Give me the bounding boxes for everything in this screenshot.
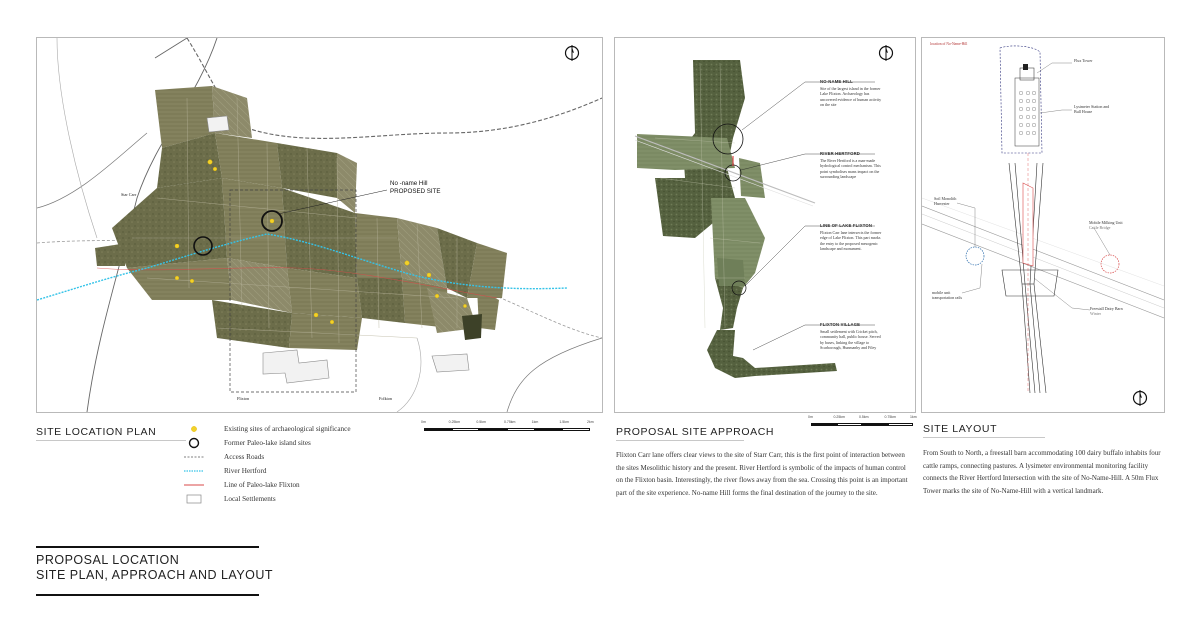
site-approach-map xyxy=(614,37,916,413)
scale-bar-label: 0.75km xyxy=(884,415,896,419)
divider xyxy=(36,440,186,441)
lysimeter-label: Lysimeter Station and Bull House xyxy=(1074,104,1110,115)
scale-bar-label: 2km xyxy=(587,420,594,424)
scale-bar-segment xyxy=(452,428,480,431)
site-location-plan-map xyxy=(36,37,603,413)
approach-description: Flixton Carr lane offers clear views to the site of Starr Carr, this is the first point of interaction between the sites Mesolithic history and the present. River Hertford is symbolic of the impacts of human control on the Flixton basin. Interestingly, the river flows away from the sea. Crossing this point is an important part of the site experience. No-name Hill forms the final destination of the journey to the site. xyxy=(616,451,908,497)
approach-title: PROPOSAL SITE APPROACH xyxy=(616,426,775,438)
lake-flixton-annotation: LINE OF LAKE FLIXTON Flixton Carr lane intersects the former edge of Lake Flixton. This part marks the entry to the proposed mesogenic landscape and monument. xyxy=(820,223,882,252)
site-plan-svg xyxy=(37,38,602,412)
scale-bar-label: 0.5km xyxy=(859,415,869,419)
lysimeter-station-shape xyxy=(1015,78,1039,146)
approach-aerial-strip xyxy=(637,60,837,378)
scale-bar-segment xyxy=(424,428,452,431)
scale-bar-segment xyxy=(811,423,837,426)
yellow-dot-icon xyxy=(182,423,206,435)
scale-bar-segment xyxy=(837,423,863,426)
divider xyxy=(923,437,1045,438)
folkton-label: Folkton xyxy=(379,396,393,401)
dashed-line-icon xyxy=(182,451,206,463)
flixton-village-annotation: FLIXTON VILLAGE Small settlement with Cricket pitch, community hall, public house. Served by buses, linking the village to Scarborough, Hunmanby and Filey xyxy=(820,322,881,351)
scale-bar-label: 1.5km xyxy=(559,420,569,424)
scale-bar-label: 0.25km xyxy=(448,420,461,424)
divider xyxy=(616,440,744,441)
freestall-barn-label: Freestall Dairy Barn Winter xyxy=(1090,306,1123,317)
top-location-note: location of No-Name-Hill xyxy=(930,42,968,46)
scale-bar-segment xyxy=(535,428,563,431)
scale-bar xyxy=(808,415,917,427)
scale-bar-segment xyxy=(888,423,914,426)
scale-bar-segment xyxy=(479,428,507,431)
site-layout-plan xyxy=(921,37,1165,413)
road-line xyxy=(507,338,602,412)
board-title: PROPOSAL LOCATION SITE PLAN, APPROACH AND LAYOUT xyxy=(36,553,274,582)
proposed-site-label: No -name Hill PROPOSED SITE xyxy=(390,180,441,195)
scale-bar-segment xyxy=(562,428,590,431)
scale-bar-label: 0.5km xyxy=(476,420,486,424)
north-arrow-icon xyxy=(563,44,581,62)
layout-title: SITE LAYOUT xyxy=(923,423,998,435)
scale-bar-segment xyxy=(862,423,888,426)
scale-bar-label: 0m xyxy=(808,415,813,419)
scale-bar-label: 0m xyxy=(421,420,426,424)
star-carr-label: Star Carr xyxy=(121,192,137,197)
aerial-field-mosaic xyxy=(95,86,507,350)
scale-bar-segment xyxy=(507,428,535,431)
scale-bar-label: 0.25km xyxy=(833,415,845,419)
scale-bar-label: 0.75km xyxy=(504,420,516,424)
red-line-icon xyxy=(182,479,206,491)
scale-bar xyxy=(421,420,594,432)
title-rule-bottom xyxy=(36,594,259,596)
site-plan-title: SITE LOCATION PLAN xyxy=(36,426,157,438)
scale-bar-label: 1km xyxy=(910,415,917,419)
flixton-label: Flixton xyxy=(237,396,250,401)
milking-unit-label: Mobile Milking Unit Cattle Bridge xyxy=(1089,220,1123,231)
cyan-dotted-line-icon xyxy=(182,465,206,477)
outline-box-icon xyxy=(182,493,206,505)
river-hertford-annotation: RIVER HERTFORD The River Hertford is a man-made hydrological control mechanism. This point symbolises mans impact on the surrounding landscape xyxy=(820,151,881,180)
north-arrow-icon xyxy=(1131,389,1149,407)
soil-harvester-circle xyxy=(966,247,984,265)
north-arrow-icon xyxy=(877,44,895,62)
title-rule-top xyxy=(36,546,259,548)
flux-tower-label: Flux Tower xyxy=(1074,58,1093,63)
scale-bar-label: 1km xyxy=(531,420,539,424)
black-circle-icon xyxy=(182,437,206,449)
transport-rails-label: mobile unit transportation rails xyxy=(932,290,963,301)
no-name-hill-annotation: NO-NAME HILL Site of the largest island in the former Lake Flixton. Archaeology has uncovered evidence of human activity on the site xyxy=(820,79,882,108)
soil-harvester-label: Soil Monolith Harvester xyxy=(934,196,957,207)
layout-description: From South to North, a freestall barn accommodating 100 dairy buffalo inhabits four cattle ramps, connecting pastures. A lysimeter environmental monitoring facility connects the River Hertford Intersection with the site of No-Name-Hill. A 50m Flux Tower marks the site of No-Name-Hill with a vertical landmark. xyxy=(923,449,1161,495)
